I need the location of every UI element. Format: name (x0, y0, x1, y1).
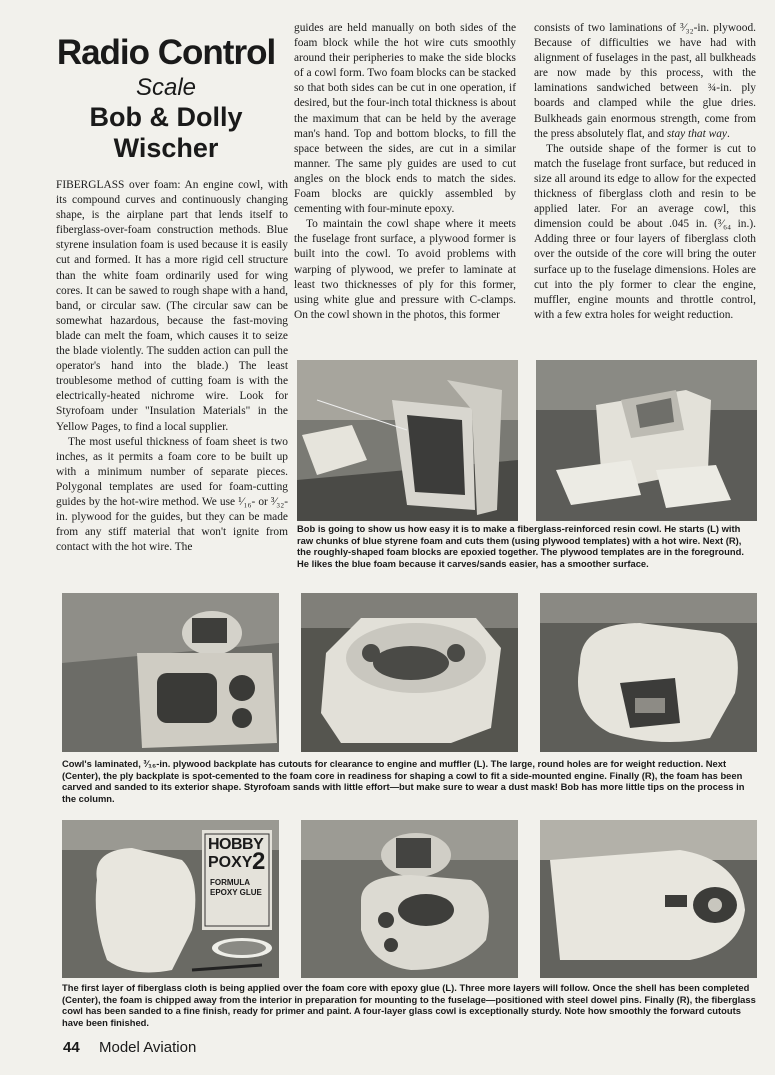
article-column-1 (56, 178, 288, 555)
photo-foam-blocks (536, 360, 757, 521)
glue-box-product-label: FORMULA (210, 878, 250, 887)
article-paragraph: The outside shape of the former is cut to match the fuselage front surface, but reduced in size all around its edge to allow for the expected thickness of fiberglass cloth and resin to be applied later. For an average cowl, this dimension could be about .045 in. (³⁄₆₄ in.). Adding three or four layers of fiberglass cloth over the outside of the core will bring the outer surface up to the fuselage dimensions. Holes are cut into the ply former to clear the engine, muffler, engine mounts and throttle control, with a few extra holes for weight reduction. (534, 142, 756, 321)
photo-fiberglass-layer (62, 820, 279, 978)
article-column-3 (534, 21, 756, 323)
glue-box-number: 2 (252, 848, 266, 875)
photo-foam-cutting (297, 360, 518, 521)
byline-surname: Wischer (113, 133, 219, 163)
photo-backplate-cemented (301, 593, 518, 752)
article-paragraph: FIBERGLASS over foam: An engine cowl, with its compound curves and continuously changing shape, is the airplane part that lends itself to fiberglass-over-foam construction methods. Blue styrene insulation foam is used because it is easily cut and formed. It has a more rigid cell structure than the white foam ordinarily used for wing cores. It can be sawed to rough shape with a hand, band, or circular saw. (The circular saw can be somewhat hazardous, because the fast-moving blade can melt the foam, which causes it to seize the blade violently. The sudden action can pull the operator's hand into the blade.) The least troublesome method of cutting foam is with the electrically-heated nichrome wire. Look for Styrofoam under "Insulation Materials" in the Yellow Pages, to find a local supplier. (56, 179, 288, 433)
emphasis-text: stay that way (666, 127, 727, 140)
caption-row-1: Bob is going to show us how easy it is to make a fiberglass-reinforced resin cowl. He starts (L) with raw chunks of blue styrene foam and cuts them (using plywood templates) with a hot wire. Next (R), the roughly-shaped foam blocks are epoxied together. The plywood templates are in the foreground. He likes the blue foam because it carves/sands easier, has a smoother surface. (297, 523, 744, 569)
photo-plywood-backplate (62, 593, 279, 752)
byline-authors: Bob & Dolly (89, 102, 243, 132)
photo-cowl-shell-interior (301, 820, 518, 978)
caption-row-2: Cowl's laminated, ³⁄₁₆-in. plywood backplate has cutouts for clearance to engine and muffler (L). The large, round holes are for weight reduction. Next (Center), the ply backplate is spot-cemented to the foam core in readiness for shaping a cowl to fit a side-mounted engine. Finally (R), the foam has been carved and sanded to its exterior shape. Styrofoam sands with little effort—but make sure to wear a dust mask! Bob has more little tips on the process in the column. (62, 758, 745, 804)
page-number: 44 (63, 1039, 80, 1056)
headline: Radio Control (56, 33, 276, 72)
article-paragraph: guides are held manually on both sides of the foam block while the hot wire cuts smoothly around their peripheries to make the side blocks of a cowl form. Two foam blocks can be stacked so that both sides can be cut in one operation, if desired, but the four-inch total thickness is about the maximum that can be held by the average man's hand. Top and bottom blocks, to fill the space between the sides, are cut in a similar manner. The same ply guides are used to cut angles on the block ends to match the sides. Foam blocks are quickly assembled by cementing with four-minute epoxy. (294, 22, 516, 216)
glue-box-brand-label: POXY (208, 854, 253, 871)
photo-finished-cowl (540, 820, 757, 978)
article-paragraph: To maintain the cowl shape where it meets the fuselage front surface, a plywood former is built into the cowl. To avoid problems with warping of plywood, we prefer to laminate at least two thicknesses of ply for this former, using white glue and pressure with C-clamps. On the cowl shown in the photos, this former (294, 218, 516, 321)
glue-box-product-label: EPOXY GLUE (210, 888, 262, 897)
article-column-2 (294, 21, 516, 323)
photo-carved-foam-cowl (540, 593, 757, 752)
article-paragraph: The most useful thickness of foam sheet is two inches, as it permits a foam core to be built up with a minimum number of separate pieces. Polygonal templates are used for foam-cutting guides by the hot-wire method. We use ¹⁄₁₆- or ³⁄₃₂-in. plywood for the guides, but they can be made from any stiff material that won't ignite from contact with the hot wire. The (56, 435, 288, 554)
magazine-name: Model Aviation (99, 1039, 197, 1056)
glue-box-brand-label: HOBBY (208, 836, 264, 853)
caption-row-3: The first layer of fiberglass cloth is being applied over the foam core with epoxy glue (L). Three more layers will follow. Once the shell has been completed (Center), the foam is chipped away from the interior in preparation for mounting to the fuselage—positioned with steel dowel pins. Finally (R), the fiberglass cowl has been sanded to a fine finish, ready for primer and paint. A four-layer glass cowl is exceptionally sturdy. Note how smoothly the forward cutouts have been finished. (62, 982, 756, 1028)
article-paragraph: consists of two laminations of ³⁄₃₂-in. plywood. Because of difficulties we have had with alignment of fuselages in the past, all bulkheads are now made by this process, with the laminations sandwiched between ¾-in. ply boards and clamped while the glue dries. Bulkheads gain enormous strength, come from the press absolutely flat, and stay that way. (534, 22, 756, 140)
headline-subtitle: Scale (135, 74, 197, 101)
